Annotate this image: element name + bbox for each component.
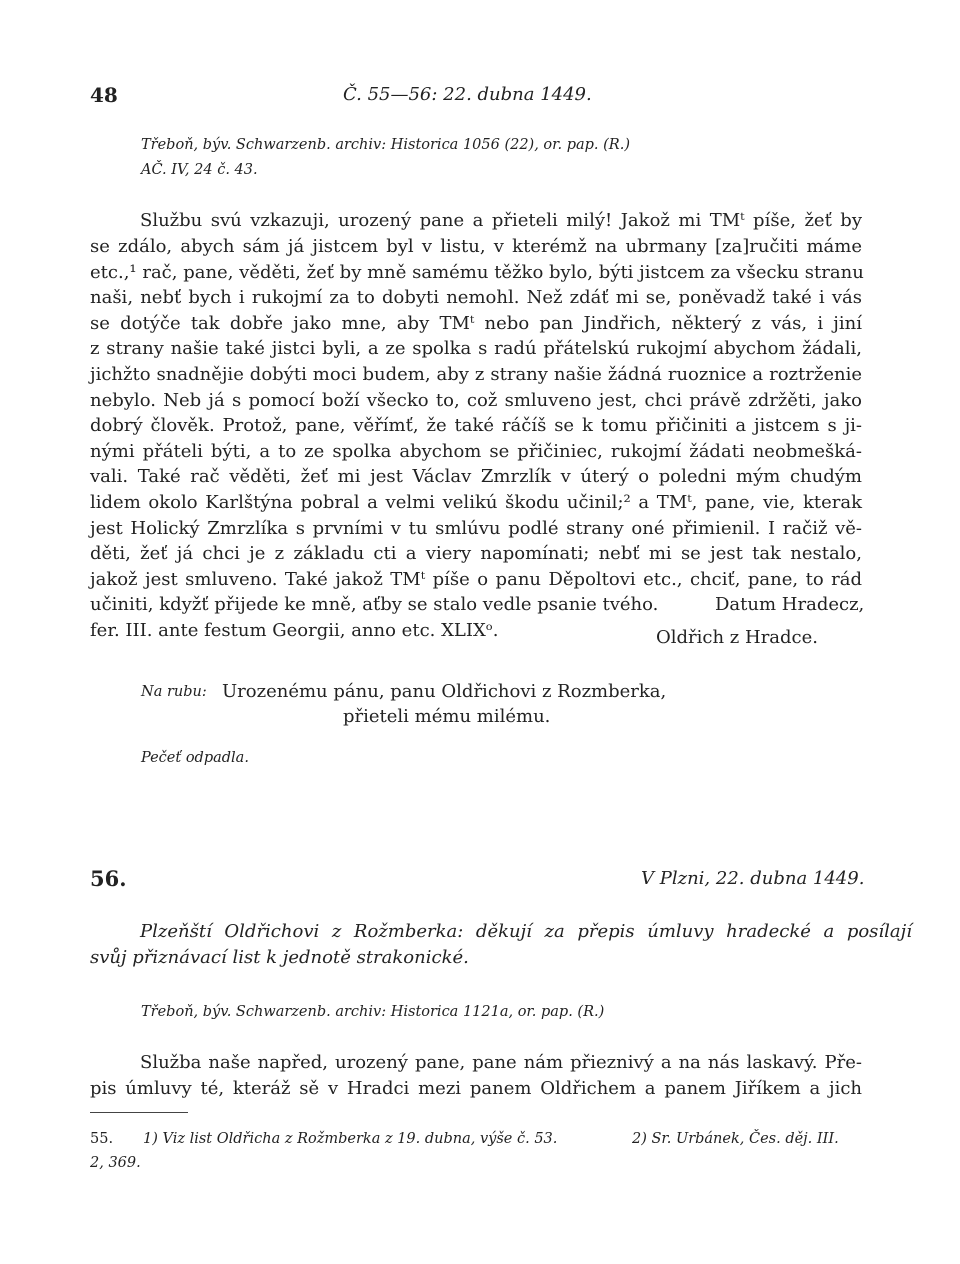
edition-note-55: AČ. IV, 24 č. 43.	[141, 162, 258, 178]
source-note-56: Třeboň, býv. Schwarzenb. archiv: Historica 1121a, or. pap. (R.)	[141, 1004, 605, 1020]
signature: Oldřich z Hradce.	[656, 627, 819, 648]
seal-note: Pečeť odpadla.	[141, 750, 249, 766]
place-date-56: V Plzni, 22. dubna 1449.	[641, 868, 865, 889]
regest-line: svůj přiznávací list k jednotě strakonické.	[90, 947, 469, 968]
text-line: fer. III. ante festum Georgii, anno etc. XLIXᵒ.	[90, 620, 499, 641]
verso-label: Na rubu:	[141, 684, 207, 700]
text-line: jakož jest smluveno. Také jakož TMᵗ píše o panu Děpoltovi etc., chciť, pane, to rád	[90, 569, 862, 590]
verso-address-line-2: přieteli mému milému.	[343, 706, 551, 727]
text-line: lidem okolo Karlštýna pobral a velmi velikú škodu učinil;² a TMᵗ, pane, vie, kterak	[90, 492, 862, 513]
footnote-1: 1) Viz list Oldřicha z Rožmberka z 19. dubna, výše č. 53.	[143, 1131, 558, 1147]
text-line: jichžto snadnějie dobýti moci budem, aby z strany našie žádná ruoznice a roztrženie	[90, 364, 862, 385]
text-line: nými přáteli býti, a to ze spolka abychom se přičiniec, rukojmí žádati neobmešká-	[90, 441, 862, 462]
footnote-2: 2) Sr. Urbánek, Čes. děj. III.	[632, 1131, 839, 1147]
text-line: Službu svú vzkazuji, urozený pane a přieteli milý! Jakož mi TMᵗ píše, žeť by	[140, 210, 862, 231]
regest-line: Plzeňští Oldřichovi z Rožmberka: děkují za přepis úmluvy hradecké a posílají	[140, 921, 912, 942]
text-line: nebylo. Neb já s pomocí boží všecko to, což smluveno jest, chci právě zdržěti, jako	[90, 390, 862, 411]
text-line: etc.,¹ rač, pane, věděti, žeť by mně samému těžko bylo, býti jistcem za všecku stranu	[90, 262, 864, 283]
text-line: učiniti, kdyžť přijede ke mně, aťby se stalo vedle psanie tvého.	[90, 594, 659, 615]
footnote-doc-number: 55.	[90, 1131, 114, 1147]
text-line: vali. Také rač věděti, žeť mi jest Václav Zmrzlík v úterý o poledni mým chudým	[90, 466, 862, 487]
text-line: dobrý člověk. Protož, pane, věřímť, že také ráčíš se k tomu přičiniti a jistcem s ji-	[90, 415, 862, 436]
text-line: Služba naše napřed, urozený pane, pane nám přieznivý a na nás laskavý. Pře-	[140, 1052, 862, 1073]
text-line: se zdálo, abych sám já jistcem byl v listu, v kterémž na ubrmany [za]ručiti máme	[90, 236, 862, 257]
datum-clause: Datum Hradecz,	[715, 594, 865, 615]
footnote-2-continuation: 2, 369.	[90, 1155, 141, 1171]
text-line: z strany našie také jistci byli, a ze spolka s radú přátelskú rukojmí abychom žádali,	[90, 338, 862, 359]
running-head: Č. 55—56: 22. dubna 1449.	[343, 84, 592, 105]
source-note-55: Třeboň, býv. Schwarzenb. archiv: Historica 1056 (22), or. pap. (R.)	[141, 137, 630, 153]
text-line: jest Holický Zmrzlíka s prvními v tu smlúvu podlé strany oné přimienil. I račiž vě-	[90, 518, 862, 539]
text-line: se dotýče tak dobře jako mne, aby TMᵗ nebo pan Jindřich, některý z vás, i jiní	[90, 313, 862, 334]
text-line: děti, žeť já chci je z základu cti a viery napomínati; nebť mi se jest tak nestalo,	[90, 543, 862, 564]
document-number-56: 56.	[90, 866, 127, 891]
verso-address-line-1: Urozenému pánu, panu Oldřichovi z Rozmberka,	[222, 681, 667, 702]
footnote-rule	[90, 1112, 188, 1113]
text-line: pis úmluvy té, kteráž sě v Hradci mezi panem Oldřichem a panem Jiříkem a jich	[90, 1078, 862, 1099]
page-number: 48	[90, 83, 118, 107]
text-line: naši, nebť bych i rukojmí za to dobyti nemohl. Než zdáť mi se, poněvadž také i vás	[90, 287, 862, 308]
